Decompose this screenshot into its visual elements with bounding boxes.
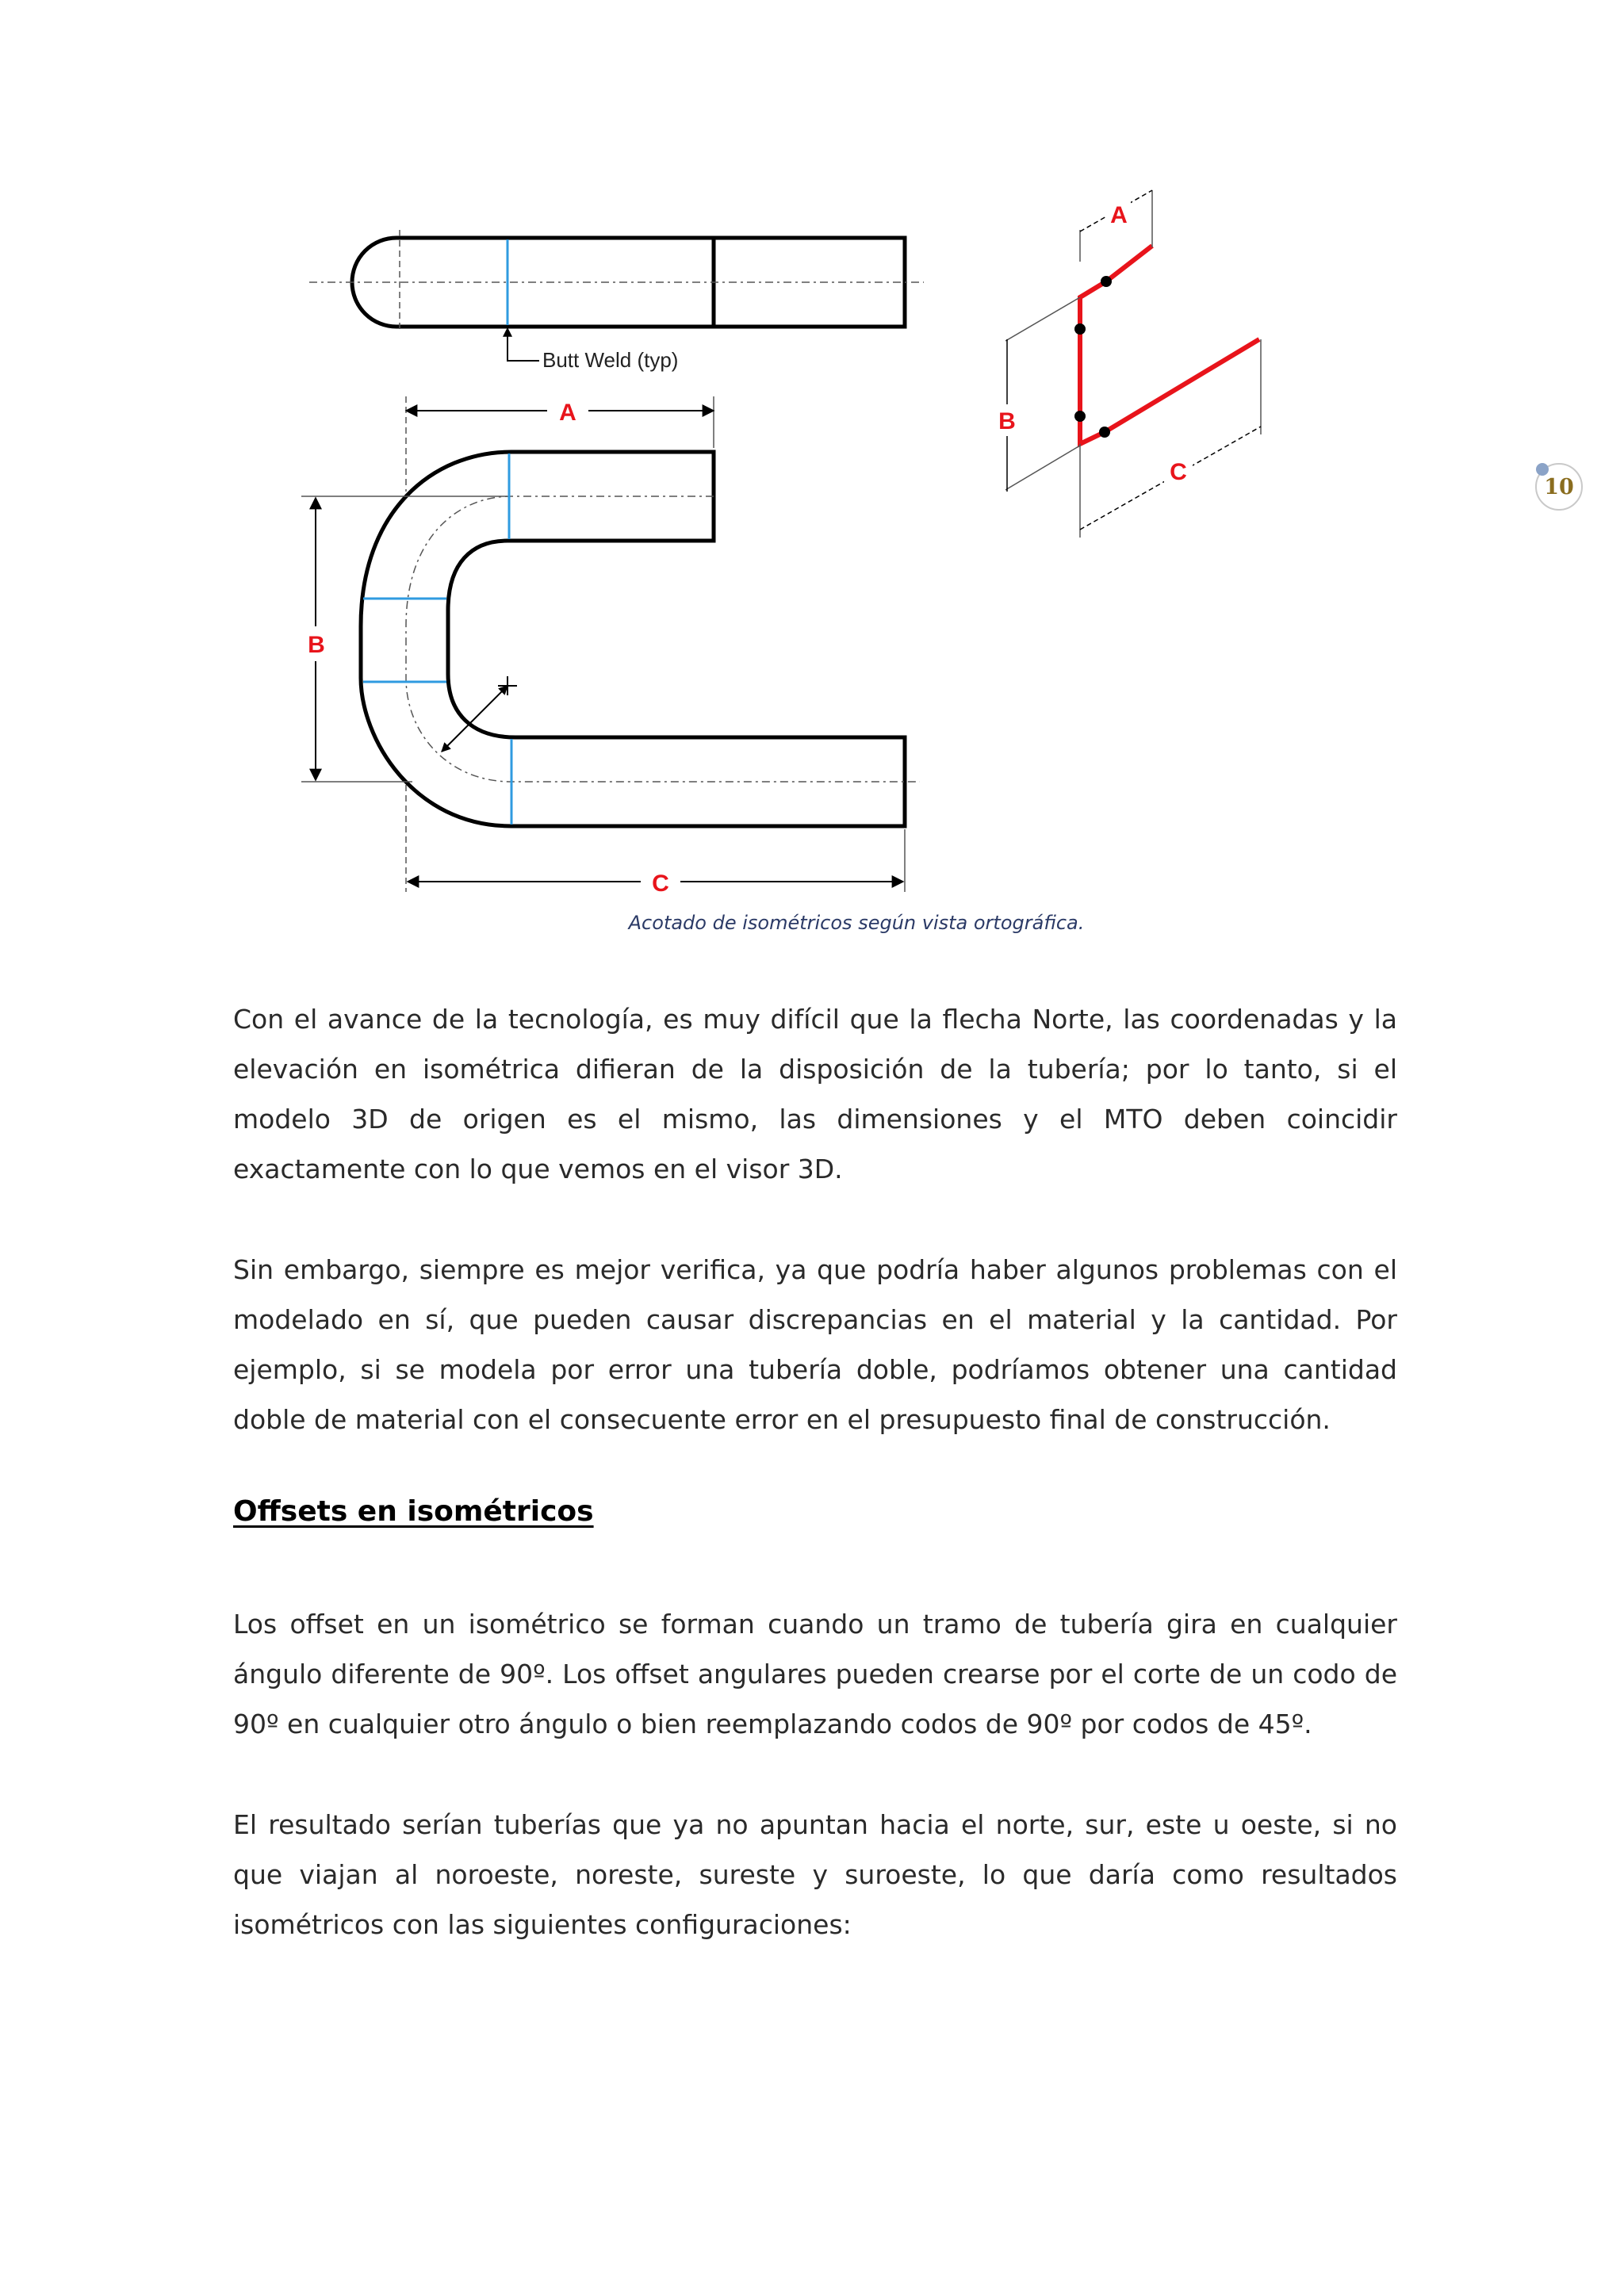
iso-c-label: C [1170,459,1187,485]
section-heading: Offsets en isométricos [233,1495,594,1528]
figure-caption: Acotado de isométricos según vista ortográfica. [628,912,1085,934]
iso-b-label: B [998,408,1016,434]
straight-pipe-drawing [309,230,924,372]
body-paragraph: Los offset en un isométrico se forman cuando un tramo de tubería gira en cualquier ángulo diferente de 90º. Los offset angulares pueden crearse por el corte de un codo de 90º en cualquier otro ángulo o bien reemplazando codos de 90º por codos de 45º. [233,1609,1397,1739]
orthographic-isometric-figure [0,0,1624,951]
body-paragraph: El resultado serían tuberías que ya no apuntan hacia el norte, sur, este u oeste, si no que viajan al noroeste, noreste, sureste y suroeste, lo que daría como resultados isométricos con las siguientes configuraciones: [233,1809,1397,1940]
butt-weld-label: Butt Weld (typ) [542,348,679,372]
page-number-badge: 10 [1535,463,1583,511]
body-paragraph: Sin embargo, siempre es mejor verifica, ya que podría haber algunos problemas con el modelado en sí, que pueden causar discrepancias en el material y la cantidad. Por ejemplo, si se modela por error una tubería doble, podríamos obtener una cantidad doble de material con el consecuente error en el presupuesto final de construcción. [233,1254,1397,1435]
iso-a-label: A [1110,202,1128,228]
dimension-b-label: B [308,632,325,658]
body-paragraph: Con el avance de la tecnología, es muy difícil que la flecha Norte, las coordenadas y la elevación en isométrica difieran de la disposición de la tubería; por lo tanto, si el modelo 3D de origen es el mismo, las dimensiones y el MTO deben coincidir exactamente con lo que vemos en el visor 3D. [233,1004,1397,1184]
dimension-c-label: C [652,871,669,897]
dimension-a-label: A [559,400,576,426]
isometric-sketch [994,190,1261,538]
u-bend-pipe-drawing [301,396,920,897]
page-badge-dot [1536,463,1549,476]
